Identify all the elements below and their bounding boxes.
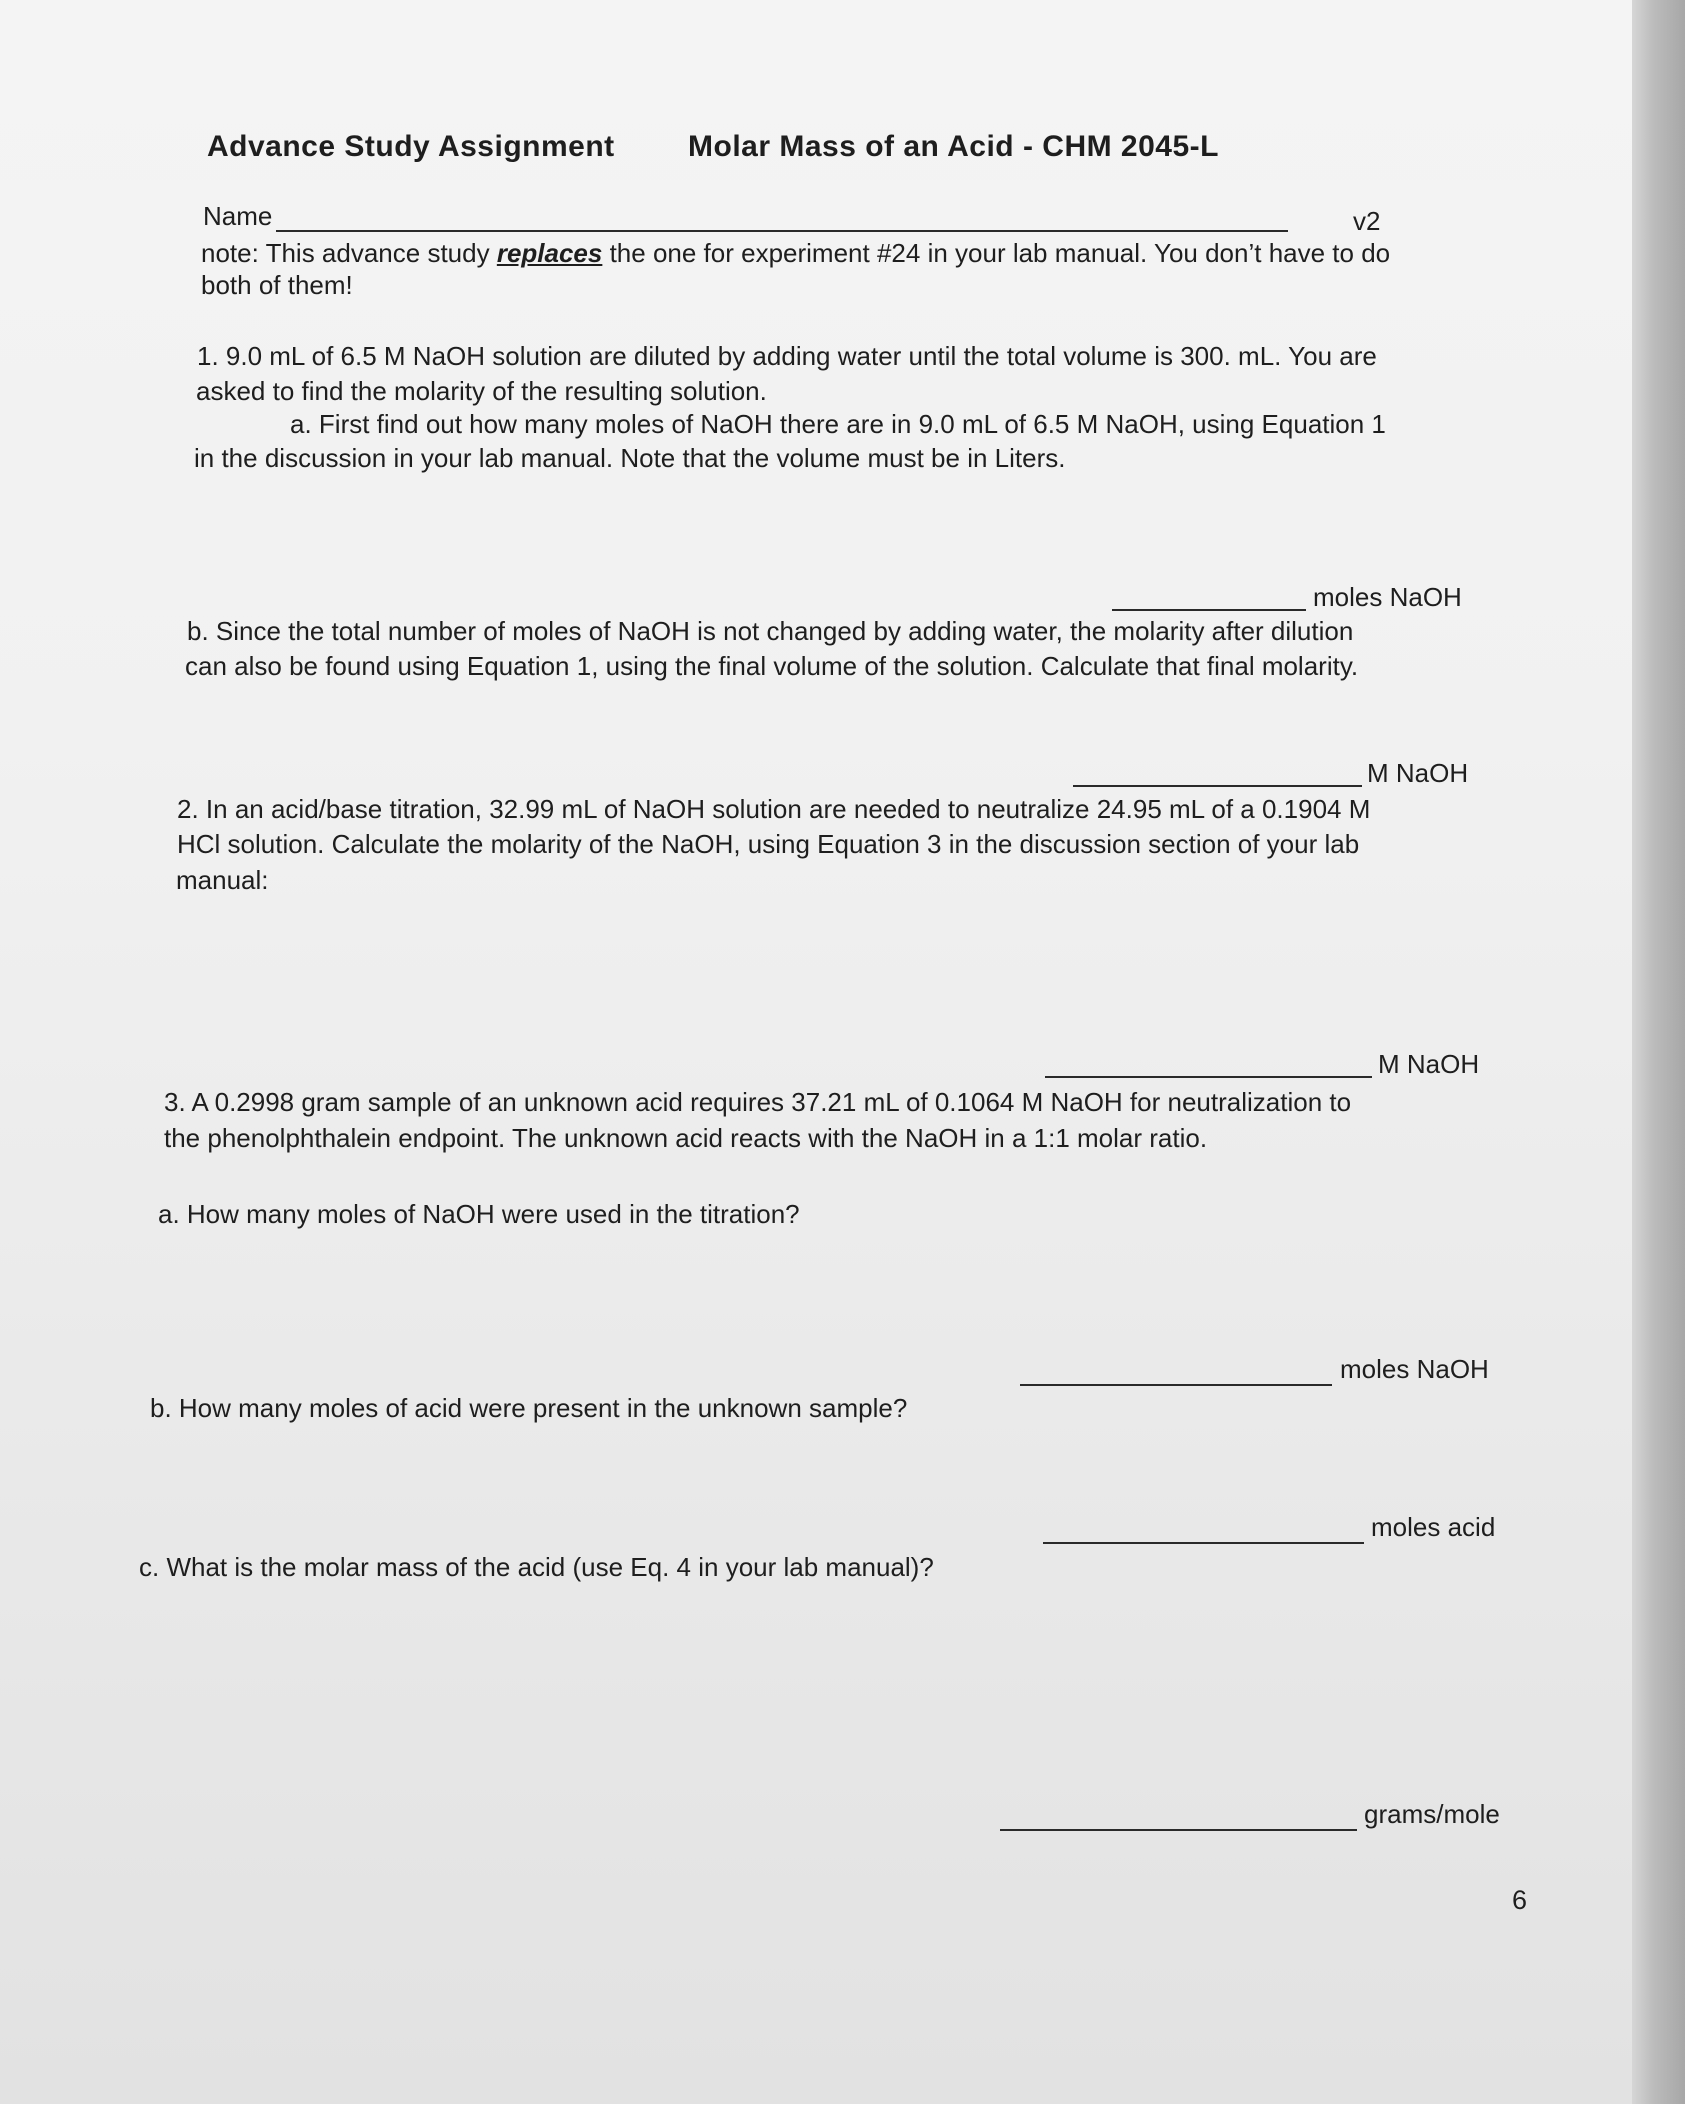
q1b-text-line-1: b. Since the total number of moles of NaOH is not changed by adding water, the molarity after dilution xyxy=(187,616,1354,646)
page-edge-shadow xyxy=(1632,0,1685,2104)
q3a-answer-field[interactable] xyxy=(1020,1384,1332,1386)
q2-answer-field[interactable] xyxy=(1045,1076,1372,1078)
assignment-title: Advance Study Assignment xyxy=(207,130,615,163)
q3c-unit: grams/mole xyxy=(1364,1799,1500,1829)
q1b-text-line-2: can also be found using Equation 1, using the final volume of the solution. Calculate that final molarity. xyxy=(185,651,1359,681)
q2-unit: M NaOH xyxy=(1378,1049,1480,1079)
q1-text-line-2: asked to find the molarity of the resulting solution. xyxy=(196,376,767,406)
q3b-unit: moles acid xyxy=(1371,1512,1496,1542)
note-line-1: note: This advance study replaces the one for experiment #24 in your lab manual. You don’t have to do xyxy=(201,238,1391,268)
q3c-text: c. What is the molar mass of the acid (use Eq. 4 in your lab manual)? xyxy=(139,1552,934,1582)
version-label: v2 xyxy=(1353,206,1381,236)
q1a-text-line-1: a. First find out how many moles of NaOH there are in 9.0 mL of 6.5 M NaOH, using Equation 1 xyxy=(290,409,1386,439)
q1a-answer-field[interactable] xyxy=(1112,609,1306,611)
q1a-text-line-2: in the discussion in your lab manual. Note that the volume must be in Liters. xyxy=(194,443,1066,473)
name-label: Name xyxy=(203,201,273,231)
q3-text-line-1: 3. A 0.2998 gram sample of an unknown acid requires 37.21 mL of 0.1064 M NaOH for neutralization to xyxy=(164,1087,1352,1117)
q3a-unit: moles NaOH xyxy=(1340,1354,1489,1384)
q1b-answer-field[interactable] xyxy=(1073,785,1362,787)
page-number: 6 xyxy=(1512,1885,1528,1915)
experiment-title: Molar Mass of an Acid - CHM 2045-L xyxy=(688,130,1219,163)
q3b-text: b. How many moles of acid were present in the unknown sample? xyxy=(150,1393,908,1423)
q2-text-line-2: HCl solution. Calculate the molarity of the NaOH, using Equation 3 in the discussion section of your lab xyxy=(177,829,1360,859)
q3b-answer-field[interactable] xyxy=(1043,1542,1364,1544)
note-emphasis: replaces xyxy=(496,238,603,268)
q3a-text: a. How many moles of NaOH were used in the titration? xyxy=(158,1199,800,1229)
q1b-unit: M NaOH xyxy=(1367,758,1469,788)
q3c-answer-field[interactable] xyxy=(1000,1829,1357,1831)
name-field[interactable] xyxy=(276,230,1288,232)
q2-text-line-3: manual: xyxy=(176,865,269,895)
q3-text-line-2: the phenolphthalein endpoint. The unknown acid reacts with the NaOH in a 1:1 molar ratio. xyxy=(164,1123,1208,1153)
note-line-2: both of them! xyxy=(201,270,353,300)
q1-text-line-1: 1. 9.0 mL of 6.5 M NaOH solution are diluted by adding water until the total volume is 300. mL. You are xyxy=(197,341,1377,371)
q1a-unit: moles NaOH xyxy=(1313,582,1462,612)
q2-text-line-1: 2. In an acid/base titration, 32.99 mL of NaOH solution are needed to neutralize 24.95 mL of a 0.1904 M xyxy=(177,794,1371,824)
